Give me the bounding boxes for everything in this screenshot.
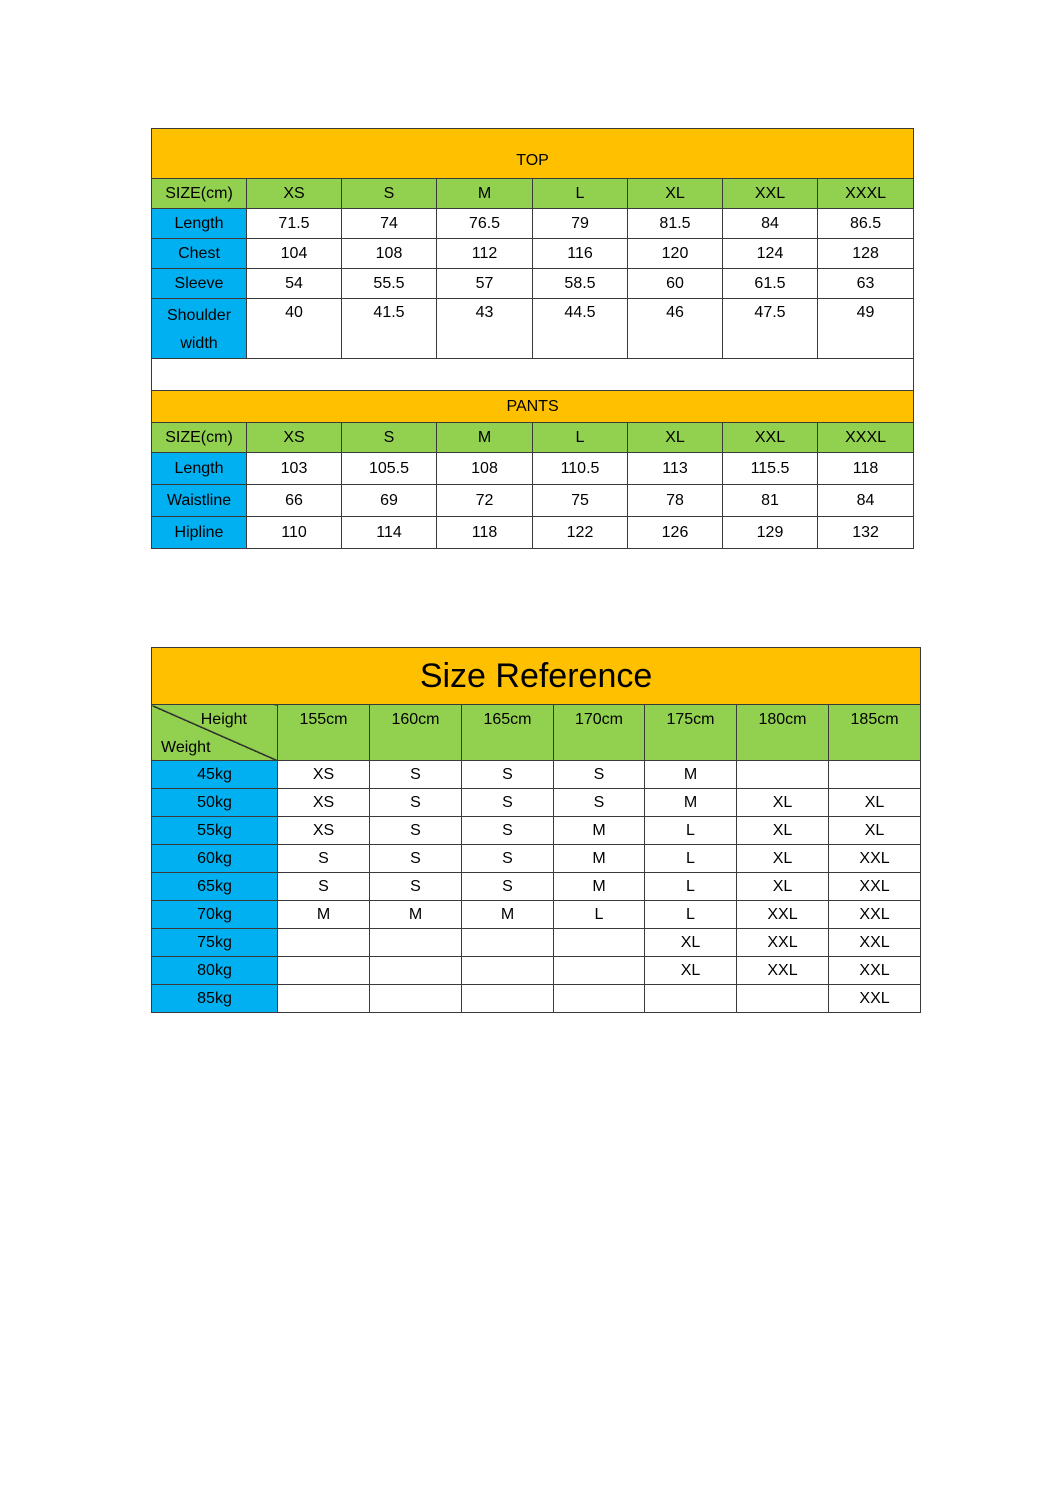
size-value-cell: XL [737, 789, 829, 817]
table-row [152, 957, 921, 985]
pants-value-cell: 108 [437, 453, 533, 485]
size-value-cell: S [278, 845, 370, 873]
size-value-cell [462, 957, 554, 985]
top-value-cell: 79 [533, 209, 628, 239]
size-value-cell [462, 985, 554, 1013]
height-header: 175cm [645, 705, 737, 761]
top-value-cell: 124 [723, 239, 818, 269]
top-row-label: Length [152, 209, 247, 239]
height-header: 165cm [462, 705, 554, 761]
weight-label-cell: 45kg [152, 761, 278, 789]
size-value-cell: L [645, 901, 737, 929]
top-value-cell: 54 [247, 269, 342, 299]
top-value-cell: 81.5 [628, 209, 723, 239]
size-value-cell [645, 985, 737, 1013]
size-value-cell: S [370, 845, 462, 873]
size-value-cell: M [554, 845, 645, 873]
top-size-m: M [437, 179, 533, 209]
pants-value-cell: 69 [342, 485, 437, 517]
top-value-cell: 120 [628, 239, 723, 269]
top-value-cell: 46 [628, 299, 723, 359]
weight-label-cell: 70kg [152, 901, 278, 929]
table-row [152, 761, 921, 789]
pants-size-l: L [533, 423, 628, 453]
size-value-cell: XXL [829, 901, 921, 929]
size-value-cell [370, 957, 462, 985]
table-row [152, 985, 921, 1013]
top-row-label: Sleeve [152, 269, 247, 299]
size-value-cell: XL [829, 817, 921, 845]
top-size-l: L [533, 179, 628, 209]
table-row [152, 485, 914, 517]
size-value-cell: S [462, 817, 554, 845]
size-value-cell: XL [829, 789, 921, 817]
pants-value-cell: 105.5 [342, 453, 437, 485]
pants-value-cell: 113 [628, 453, 723, 485]
pants-value-cell: 132 [818, 517, 914, 549]
size-value-cell: XXL [829, 929, 921, 957]
table-row [152, 209, 914, 239]
top-value-cell: 57 [437, 269, 533, 299]
size-value-cell: XXL [829, 985, 921, 1013]
pants-value-cell: 110 [247, 517, 342, 549]
size-value-cell: S [554, 789, 645, 817]
size-value-cell [554, 957, 645, 985]
size-value-cell: S [278, 873, 370, 901]
size-value-cell: S [370, 817, 462, 845]
size-value-cell: S [462, 845, 554, 873]
size-value-cell [554, 929, 645, 957]
pants-value-cell: 118 [437, 517, 533, 549]
size-value-cell: L [554, 901, 645, 929]
size-value-cell: L [645, 873, 737, 901]
height-label: Height [200, 711, 247, 728]
size-chart-table [151, 128, 914, 549]
size-value-cell: XS [278, 761, 370, 789]
size-value-cell: M [462, 901, 554, 929]
pants-header-row [152, 423, 914, 453]
size-value-cell: XL [737, 817, 829, 845]
top-value-cell: 63 [818, 269, 914, 299]
top-value-cell: 58.5 [533, 269, 628, 299]
table-row [152, 873, 921, 901]
pants-value-cell: 84 [818, 485, 914, 517]
pants-value-cell: 110.5 [533, 453, 628, 485]
pants-size-xs: XS [247, 423, 342, 453]
pants-title: PANTS [152, 391, 914, 423]
weight-label: Weight [161, 739, 211, 756]
top-size-xxl: XXL [723, 179, 818, 209]
table-row [152, 901, 921, 929]
height-header: 185cm [829, 705, 921, 761]
table-row [152, 817, 921, 845]
top-value-cell: 74 [342, 209, 437, 239]
size-value-cell: XS [278, 789, 370, 817]
top-size-xs: XS [247, 179, 342, 209]
table-row [152, 929, 921, 957]
pants-size-xxl: XXL [723, 423, 818, 453]
top-value-cell: 86.5 [818, 209, 914, 239]
size-value-cell: S [462, 873, 554, 901]
size-value-cell [370, 985, 462, 1013]
size-value-cell: S [462, 789, 554, 817]
size-value-cell [737, 761, 829, 789]
size-value-cell: XXL [829, 957, 921, 985]
pants-row-label: Waistline [152, 485, 247, 517]
size-value-cell [278, 957, 370, 985]
top-value-cell: 49 [818, 299, 914, 359]
spacer-row [152, 359, 914, 391]
table-row [152, 845, 921, 873]
size-value-cell [554, 985, 645, 1013]
size-value-cell: M [370, 901, 462, 929]
table-row [152, 269, 914, 299]
pants-value-cell: 66 [247, 485, 342, 517]
pants-value-cell: 81 [723, 485, 818, 517]
height-header: 160cm [370, 705, 462, 761]
top-value-cell: 43 [437, 299, 533, 359]
pants-size-label: SIZE(cm) [152, 423, 247, 453]
top-value-cell: 55.5 [342, 269, 437, 299]
size-value-cell: S [370, 789, 462, 817]
top-size-xl: XL [628, 179, 723, 209]
size-value-cell: L [645, 845, 737, 873]
size-value-cell: S [370, 873, 462, 901]
pants-size-xl: XL [628, 423, 723, 453]
table-row [152, 239, 914, 269]
pants-value-cell: 129 [723, 517, 818, 549]
weight-label-cell: 85kg [152, 985, 278, 1013]
top-title: TOP [152, 129, 914, 179]
size-value-cell: XL [645, 957, 737, 985]
size-value-cell: XL [737, 845, 829, 873]
top-size-label: SIZE(cm) [152, 179, 247, 209]
size-value-cell: XL [645, 929, 737, 957]
weight-label-cell: 50kg [152, 789, 278, 817]
top-row-label: Shoulder width [152, 299, 247, 359]
weight-label-cell: 60kg [152, 845, 278, 873]
top-value-cell: 112 [437, 239, 533, 269]
weight-label-cell: 75kg [152, 929, 278, 957]
pants-size-s: S [342, 423, 437, 453]
weight-label-cell: 55kg [152, 817, 278, 845]
size-reference-table [151, 647, 921, 1013]
size-value-cell: M [554, 873, 645, 901]
pants-value-cell: 75 [533, 485, 628, 517]
top-title-row [152, 129, 914, 179]
height-weight-corner [152, 705, 278, 761]
size-value-cell: XS [278, 817, 370, 845]
size-value-cell [737, 985, 829, 1013]
size-value-cell: XL [737, 873, 829, 901]
top-value-cell: 71.5 [247, 209, 342, 239]
top-value-cell: 76.5 [437, 209, 533, 239]
top-value-cell: 40 [247, 299, 342, 359]
pants-value-cell: 114 [342, 517, 437, 549]
size-value-cell [278, 929, 370, 957]
pants-value-cell: 115.5 [723, 453, 818, 485]
size-value-cell: XXL [829, 873, 921, 901]
size-value-cell: XXL [737, 901, 829, 929]
size-value-cell: S [370, 761, 462, 789]
size-value-cell [370, 929, 462, 957]
height-header: 180cm [737, 705, 829, 761]
table-row [152, 453, 914, 485]
pants-value-cell: 72 [437, 485, 533, 517]
top-row-label: Chest [152, 239, 247, 269]
size-value-cell: XXL [737, 957, 829, 985]
top-value-cell: 108 [342, 239, 437, 269]
top-value-cell: 47.5 [723, 299, 818, 359]
size-value-cell [278, 985, 370, 1013]
size-value-cell: M [278, 901, 370, 929]
top-header-row [152, 179, 914, 209]
top-value-cell: 60 [628, 269, 723, 299]
pants-title-row [152, 391, 914, 423]
size-value-cell [829, 761, 921, 789]
pants-size-m: M [437, 423, 533, 453]
height-header: 170cm [554, 705, 645, 761]
size-value-cell: XXL [829, 845, 921, 873]
top-value-cell: 84 [723, 209, 818, 239]
table-row [152, 517, 914, 549]
top-size-s: S [342, 179, 437, 209]
size-value-cell: M [645, 789, 737, 817]
height-header: 155cm [278, 705, 370, 761]
weight-label-cell: 80kg [152, 957, 278, 985]
top-value-cell: 104 [247, 239, 342, 269]
top-value-cell: 41.5 [342, 299, 437, 359]
top-size-xxxl: XXXL [818, 179, 914, 209]
top-value-cell: 128 [818, 239, 914, 269]
size-value-cell: M [554, 817, 645, 845]
size-value-cell: S [462, 761, 554, 789]
weight-label-cell: 65kg [152, 873, 278, 901]
pants-value-cell: 78 [628, 485, 723, 517]
table-row [152, 789, 921, 817]
top-value-cell: 61.5 [723, 269, 818, 299]
pants-value-cell: 126 [628, 517, 723, 549]
size-reference-title: Size Reference [152, 648, 921, 705]
size-value-cell [462, 929, 554, 957]
size-value-cell: M [645, 761, 737, 789]
pants-row-label: Hipline [152, 517, 247, 549]
size-value-cell: XXL [737, 929, 829, 957]
pants-size-xxxl: XXXL [818, 423, 914, 453]
pants-value-cell: 122 [533, 517, 628, 549]
pants-value-cell: 103 [247, 453, 342, 485]
size-value-cell: L [645, 817, 737, 845]
spacer-cell [152, 359, 914, 391]
pants-value-cell: 118 [818, 453, 914, 485]
table-row [152, 299, 914, 359]
pants-row-label: Length [152, 453, 247, 485]
top-value-cell: 116 [533, 239, 628, 269]
size-value-cell: S [554, 761, 645, 789]
top-value-cell: 44.5 [533, 299, 628, 359]
